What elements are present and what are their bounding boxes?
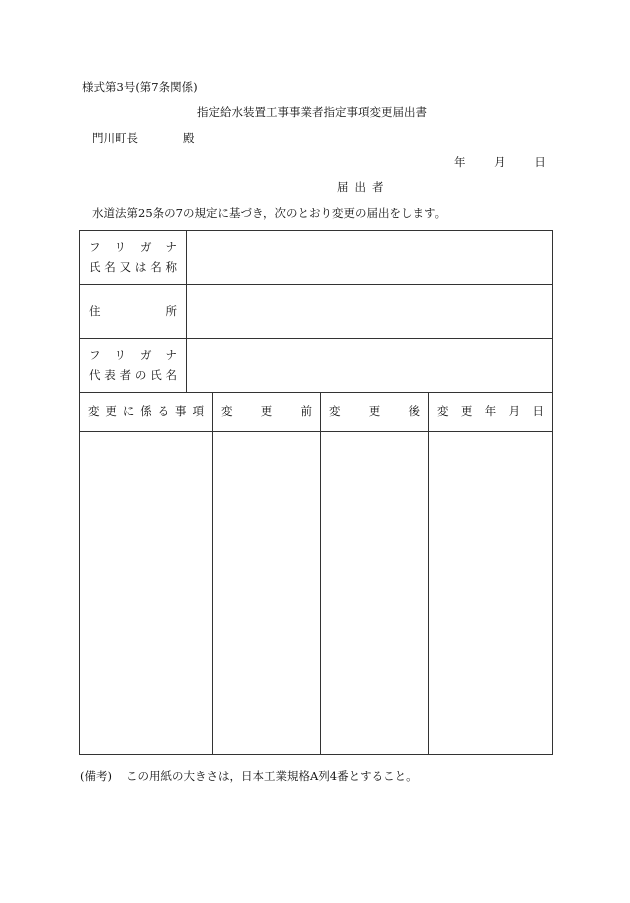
label-char: 又	[119, 260, 132, 274]
label-char: 者	[119, 368, 132, 382]
header-changed-item-label	[88, 406, 204, 418]
label-char: 日	[532, 404, 544, 419]
label-char: の	[134, 368, 147, 382]
label-char: に	[122, 404, 135, 419]
header-after-label	[329, 406, 420, 418]
addressee-name: 門川町長	[92, 131, 138, 145]
label-char: 表	[104, 368, 116, 382]
label-char: リ	[114, 347, 126, 362]
label-char: 係	[140, 404, 152, 419]
header-changed-item	[80, 393, 213, 432]
label-char: 称	[165, 260, 177, 274]
label-char: 月	[508, 404, 521, 419]
label-char: 氏	[89, 260, 101, 274]
notification-table	[79, 230, 553, 755]
label-char: 変	[437, 404, 449, 419]
representative-row	[80, 339, 553, 393]
date-day-label: 日	[534, 155, 546, 169]
remarks	[80, 771, 418, 783]
label-char: 名	[104, 260, 116, 274]
change-body-row	[80, 432, 553, 755]
notifier-label: 届出者	[337, 180, 390, 194]
label-char: 変	[329, 404, 341, 419]
label-char: 更	[105, 404, 117, 419]
label-char: ナ	[165, 347, 177, 362]
label-char: 所	[165, 303, 177, 318]
label-char: 代	[89, 368, 101, 382]
remarks-label: (備考)	[80, 769, 112, 783]
applicant-name-label-cell	[80, 231, 187, 285]
label-char: フ	[89, 239, 101, 254]
label-char: 更	[260, 404, 273, 419]
furigana-label	[89, 239, 177, 254]
date-month-label: 月	[494, 155, 506, 169]
name-label	[89, 262, 177, 274]
label-char: ナ	[165, 239, 177, 254]
addressee-honorific: 殿	[183, 131, 195, 145]
representative-label-cell	[80, 339, 187, 393]
label-char: リ	[114, 239, 126, 254]
label-char: 名	[150, 260, 162, 274]
applicant-name-field[interactable]	[187, 231, 553, 285]
label-char: 後	[408, 404, 420, 419]
label-char: 氏	[150, 368, 162, 382]
change-header-row	[80, 393, 553, 432]
after-change-field[interactable]	[321, 432, 429, 755]
header-change-date-label	[437, 406, 544, 418]
header-change-date	[429, 393, 553, 432]
label-char: 更	[460, 404, 473, 419]
label-char: 名	[165, 368, 177, 382]
label-char: 更	[368, 404, 381, 419]
label-char: 変	[88, 404, 100, 419]
label-char: 前	[300, 404, 312, 419]
before-change-field[interactable]	[213, 432, 321, 755]
header-before	[213, 393, 321, 432]
label-char: 項	[192, 404, 204, 419]
label-char: る	[157, 404, 170, 419]
applicant-name-row	[80, 231, 553, 285]
header-after	[321, 393, 429, 432]
label-char: は	[134, 260, 147, 274]
rep-name-label	[89, 370, 177, 382]
address-field[interactable]	[187, 285, 553, 339]
address-row	[80, 285, 553, 339]
address-label	[89, 303, 177, 318]
form-number: 様式第3号(第7条関係)	[82, 80, 198, 94]
label-char: 変	[221, 404, 233, 419]
label-char: ガ	[140, 347, 152, 362]
intro-text: 水道法第25条の7の規定に基づき，次のとおり変更の届出をします。	[92, 206, 447, 220]
date-year-label: 年	[454, 155, 466, 169]
label-char: 事	[175, 404, 187, 419]
label-char: ガ	[140, 239, 152, 254]
date-line	[454, 157, 546, 169]
label-char: 年	[484, 404, 497, 419]
label-char: フ	[89, 347, 101, 362]
form-title: 指定給水装置工事事業者指定事項変更届出書	[197, 105, 427, 119]
label-char: 住	[89, 303, 101, 318]
remarks-text: この用紙の大きさは，日本工業規格A列4番とすること。	[125, 769, 418, 783]
address-label-cell	[80, 285, 187, 339]
header-before-label	[221, 406, 312, 418]
rep-furigana-label	[89, 347, 177, 362]
changed-item-field[interactable]	[80, 432, 213, 755]
change-date-field[interactable]	[429, 432, 553, 755]
representative-name-field[interactable]	[187, 339, 553, 393]
